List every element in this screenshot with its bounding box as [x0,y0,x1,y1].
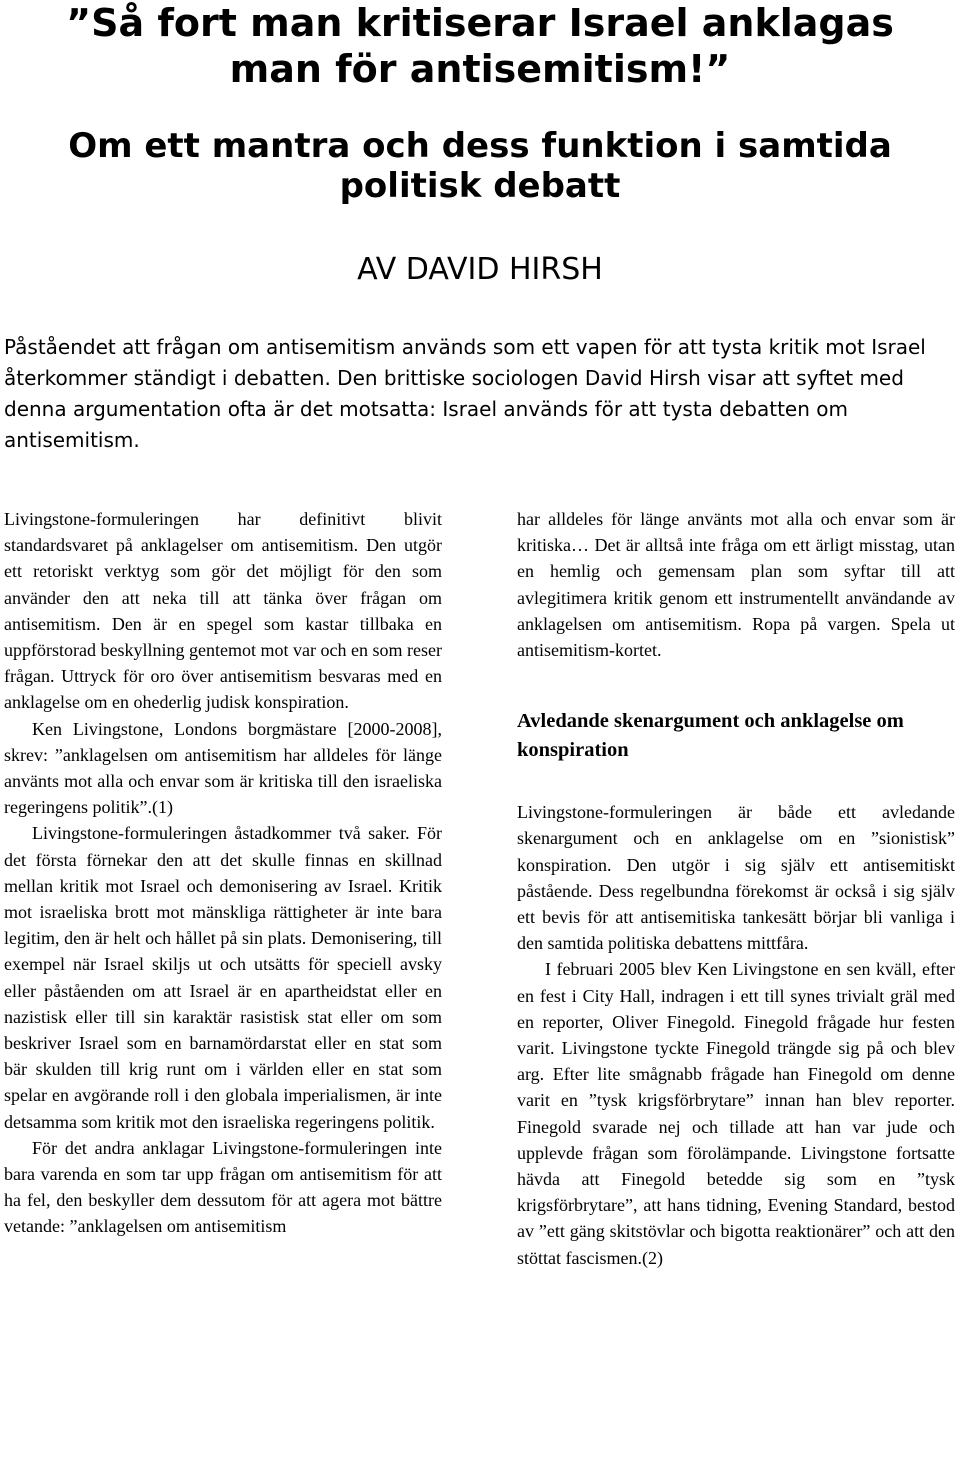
byline: AV DAVID HIRSH [357,252,603,287]
body-paragraph: Ken Livingstone, Londons borgmästare [2000-2008], skrev: ”anklagelsen om antisemitism har alldeles för länge använts mot alla och envar som är kritiska till den israeliska regeringens politik”.(1) [4,718,442,818]
body-paragraph: För det andra anklagar Livingstone-formuleringen inte bara varenda en som tar upp frågan om antisemitism för att ha fel, den beskyller dem dessutom för att agera mot bättre vetande: ”anklagelsen om antisemitism [4,1137,442,1237]
body-paragraph: Livingstone-formuleringen är både ett avledande skenargument och en anklagelse om en ”sionistisk” konspiration. Den utgör i sig själv ett antisemitiskt påstående. Dess regelbundna förekomst är också i sig själv ett bevis för att antisemitiska tankesätt börjar bli vanliga i den samtida politiska debattens mittfåra. [517,802,955,954]
article-subtitle: Om ett mantra och dess funktion i samtida politisk debatt [68,126,892,206]
body-paragraph: Livingstone-formuleringen åstadkommer två saker. För det första förnekar den att det skulle finnas en skillnad mellan kritik mot Israel och demonisering av Israel. Kritik mot israeliska brott mot mänskliga rättigheter är inte bara legitim, den är helt och hållet på sin plats. Demonisering, till exempel när Israel skiljs ut och utsätts för speciell avsky eller påståenden om att Israel är en apartheidstat eller en nazistisk eller till sin karaktär rasistisk stat eller om som beskriver Israel som en barnamördarstat eller en stat som bär skulden till krig runt om i världen eller en stat som spelar en avgörande roll i den globala imperialismen, är inte detsamma som kritik mot den israeliska regeringens politik. [4,823,442,1132]
body-paragraph: har alldeles för länge använts mot alla och envar som är kritiska… Det är alltså inte fråga om ett ärligt misstag, utan en hemlig och gemensam plan som syftar till att avlegitimera kritik genom ett instrumentellt användande av anklagelsen om antisemitism. Ropa på vargen. Spela ut antisemitism-kortet. [517,509,955,661]
left-column [4,506,442,1240]
ingress-paragraph: Påståendet att frågan om antisemitism används som ett vapen för att tysta kritik mot Israel återkommer ständigt i debatten. Den brittiske sociologen David Hirsh visar att syftet med denna argumentation ofta är det motsatta: Israel används för att tysta debatten om antisemitism. [4,335,926,452]
body-paragraph: I februari 2005 blev Ken Livingstone en sen kväll, efter en fest i City Hall, indragen i ett till synes trivialt gräl med en reporter, Oliver Finegold. Finegold frågade hur festen varit. Livingstone tyckte Finegold trängde sig på och blev arg. Efter lite smågnabb frågade han Finegold om denne varit en ”tysk krigsförbrytare” innan han blev reporter. Finegold svarade nej och tillade att han var jude och upplevde frågan som förolämpande. Livingstone fortsatte hävda att Finegold betedde sig som en ”tysk krigsförbrytare”, att hans tidning, Evening Standard, bestod av ”ett gäng skitstövlar och bigotta reaktionärer” och att den stöttat fascismen.(2) [517,959,955,1268]
body-paragraph: Livingstone-formuleringen har definitivt blivit standardsvaret på anklagelser om antisemitism. Den utgör ett retoriskt verktyg som gör det möjligt för den som använder den att neka till att tänka över frågan om antisemitism. Den är en spegel som kastar tillbaka en uppförstorad beskyllning gentemot mot var och en som reser frågan. Uttryck för oro över antisemitism besvaras med en anklagelse om en ohederlig judisk konspiration. [4,509,442,713]
article-title: ”Så fort man kritiserar Israel anklagas man för antisemitism!” [66,1,894,91]
section-heading: Avledande skenargument och anklagelse om konspiration [517,710,904,762]
right-column [517,506,955,1271]
